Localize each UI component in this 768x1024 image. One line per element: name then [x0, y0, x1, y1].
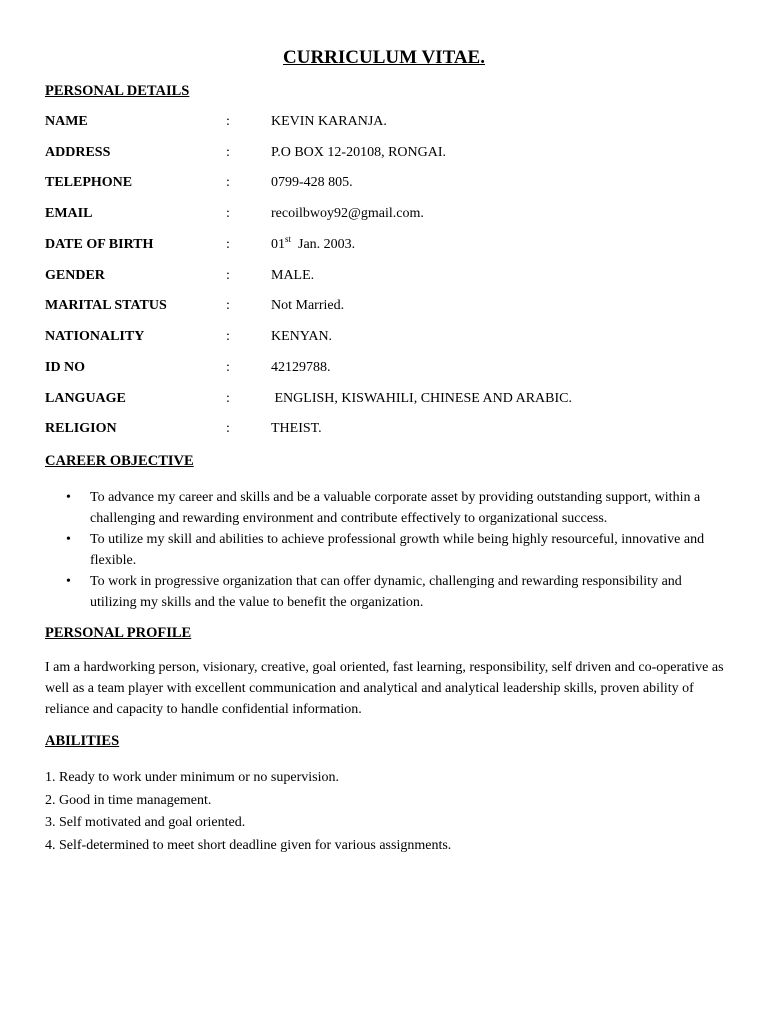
- detail-separator: :: [226, 298, 230, 313]
- list-item: 4. Self-determined to meet short deadline given for various assignments.: [45, 837, 452, 853]
- personal-profile-text: I am a hardworking person, visionary, creative, goal oriented, fast learning, responsibility, self driven and co-operative as well as a team player with excellent communication and analytical and analytical leadership skills, proven ability of reliance and capacity to handle confidential information.: [45, 660, 724, 717]
- detail-label: NATIONALITY: [45, 329, 145, 344]
- detail-label: TELEPHONE: [45, 175, 133, 190]
- detail-separator: :: [226, 175, 230, 190]
- abilities-list: [45, 767, 451, 857]
- list-item: [66, 529, 720, 571]
- list-item: [66, 571, 720, 613]
- detail-separator: :: [226, 114, 230, 129]
- detail-value: Not Married.: [271, 298, 345, 313]
- abilities-heading: ABILITIES: [45, 733, 120, 749]
- detail-value: ENGLISH, KISWAHILI, CHINESE AND ARABIC.: [271, 391, 572, 406]
- detail-row-address: [0, 145, 768, 165]
- detail-separator: :: [226, 145, 230, 160]
- dob-day: 01: [271, 237, 285, 252]
- detail-label: NAME: [45, 114, 88, 129]
- detail-label: ADDRESS: [45, 145, 111, 160]
- detail-label: MARITAL STATUS: [45, 298, 167, 313]
- detail-row-date-of-birth: [0, 234, 768, 257]
- detail-row-language: [0, 391, 768, 411]
- detail-label: LANGUAGE: [45, 391, 126, 406]
- list-item-text: To work in progressive organization that can offer dynamic, challenging and rewarding responsibility and utilizing my skills and the value to benefit the organization.: [90, 574, 682, 610]
- detail-value: MALE.: [271, 268, 315, 283]
- detail-separator: :: [226, 421, 230, 436]
- list-item: 1. Ready to work under minimum or no supervision.: [45, 770, 339, 785]
- detail-value: 0799-428 805.: [271, 175, 353, 190]
- list-item: [66, 487, 720, 529]
- detail-row-marital-status: [0, 298, 768, 318]
- detail-label: EMAIL: [45, 206, 93, 221]
- detail-label: RELIGION: [45, 421, 117, 436]
- career-objective-list: [66, 487, 720, 613]
- detail-separator: :: [226, 329, 230, 344]
- detail-separator: :: [226, 206, 230, 221]
- list-item-text: To utilize my skill and abilities to achieve professional growth while being highly resourceful, innovative and flexible.: [90, 532, 705, 568]
- detail-row-religion: [0, 421, 768, 441]
- detail-label: GENDER: [45, 268, 105, 283]
- date-of-birth-value: [271, 234, 356, 254]
- detail-value: P.O BOX 12-20108, RONGAI.: [271, 145, 447, 160]
- detail-separator: :: [226, 268, 230, 283]
- detail-label: ID NO: [45, 360, 86, 375]
- email-value: recoilbwoy92@gmail.com.: [271, 206, 424, 221]
- detail-value: KEVIN KARANJA.: [271, 114, 387, 129]
- personal-profile-heading: PERSONAL PROFILE: [45, 625, 192, 641]
- detail-separator: :: [226, 391, 230, 406]
- bullet-icon: •: [66, 490, 71, 505]
- career-objective-heading: CAREER OBJECTIVE: [45, 453, 194, 469]
- dob-ordinal-suffix: st: [285, 234, 292, 244]
- detail-value: THEIST.: [271, 421, 322, 436]
- detail-label: DATE OF BIRTH: [45, 237, 154, 252]
- personal-details-heading: PERSONAL DETAILS: [45, 83, 190, 99]
- document-title: CURRICULUM VITAE.: [283, 47, 485, 68]
- dob-rest: Jan. 2003.: [291, 237, 356, 252]
- detail-row-name: [0, 114, 768, 134]
- detail-separator: :: [226, 360, 230, 375]
- detail-row-id-no: [0, 360, 768, 380]
- detail-row-telephone: [0, 175, 768, 195]
- detail-row-gender: [0, 268, 768, 288]
- detail-value: 42129788.: [271, 360, 331, 375]
- detail-row-nationality: [0, 329, 768, 349]
- bullet-icon: •: [66, 574, 71, 589]
- bullet-icon: •: [66, 532, 71, 547]
- list-item: 3. Self motivated and goal oriented.: [45, 815, 246, 831]
- detail-value: KENYAN.: [271, 329, 333, 344]
- detail-row-email: [0, 206, 768, 226]
- list-item: 2. Good in time management.: [45, 792, 212, 808]
- list-item-text: To advance my career and skills and be a valuable corporate asset by providing outstanding support, within a challenging and rewarding environment and contribute effectively to organizational success.: [90, 490, 701, 526]
- detail-separator: :: [226, 237, 230, 252]
